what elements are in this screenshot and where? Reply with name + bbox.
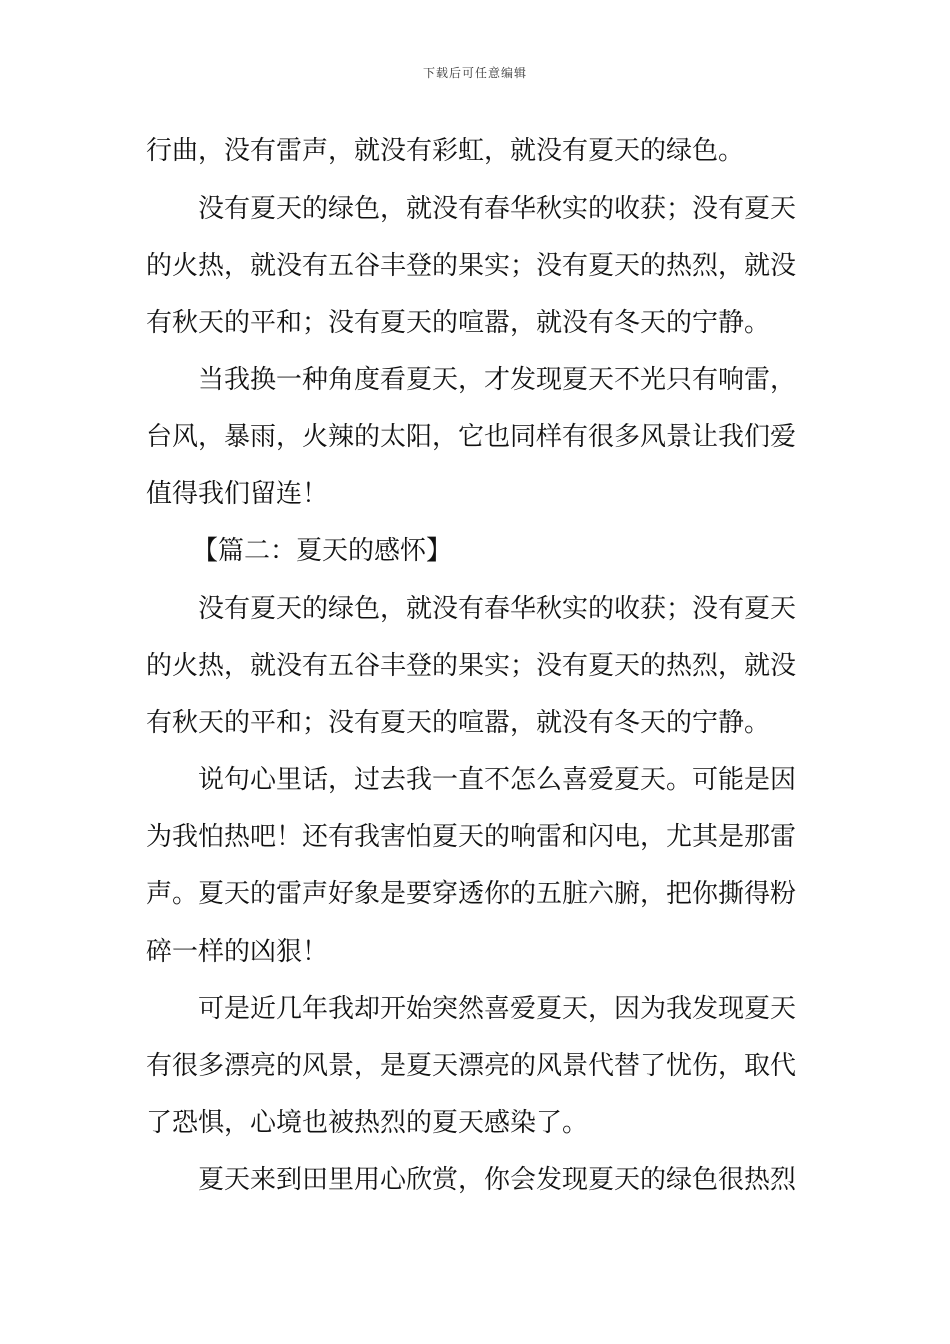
section-heading: 【篇二：夏天的感怀】 <box>192 536 453 566</box>
text-line: 可是近几年我却开始突然喜爱夏天，因为我发现夏天 <box>198 994 797 1024</box>
text-line: 行曲，没有雷声，就没有彩虹，就没有夏天的绿色。 <box>146 136 745 166</box>
text-line: 了恐惧，心境也被热烈的夏天感染了。 <box>146 1108 589 1138</box>
text-line: 没有夏天的绿色，就没有春华秋实的收获；没有夏天 <box>198 594 797 624</box>
text-line: 台风，暴雨，火辣的太阳，它也同样有很多风景让我们爱 <box>146 422 797 452</box>
text-line: 碎一样的凶狠！ <box>146 937 329 967</box>
text-line: 值得我们留连！ <box>146 479 329 509</box>
text-line: 有很多漂亮的风景，是夏天漂亮的风景代替了忧伤，取代 <box>146 1051 797 1081</box>
text-line: 的火热，就没有五谷丰登的果实；没有夏天的热烈，就没 <box>146 651 797 681</box>
text-line: 夏天来到田里用心欣赏，你会发现夏天的绿色很热烈 <box>198 1165 797 1195</box>
page-header: 下载后可任意编辑 <box>422 66 527 80</box>
text-line: 有秋天的平和；没有夏天的喧嚣，就没有冬天的宁静。 <box>146 708 771 738</box>
text-line: 声。夏天的雷声好象是要穿透你的五脏六腑，把你撕得粉 <box>146 879 797 909</box>
text-line: 说句心里话，过去我一直不怎么喜爱夏天。可能是因 <box>198 765 797 795</box>
text-line: 有秋天的平和；没有夏天的喧嚣，就没有冬天的宁静。 <box>146 308 771 338</box>
text-line: 为我怕热吧！还有我害怕夏天的响雷和闪电，尤其是那雷 <box>146 822 797 852</box>
text-line: 的火热，就没有五谷丰登的果实；没有夏天的热烈，就没 <box>146 251 797 281</box>
text-line: 没有夏天的绿色，就没有春华秋实的收获；没有夏天 <box>198 194 797 224</box>
text-line: 当我换一种角度看夏天，才发现夏天不光只有响雷， <box>198 365 797 395</box>
